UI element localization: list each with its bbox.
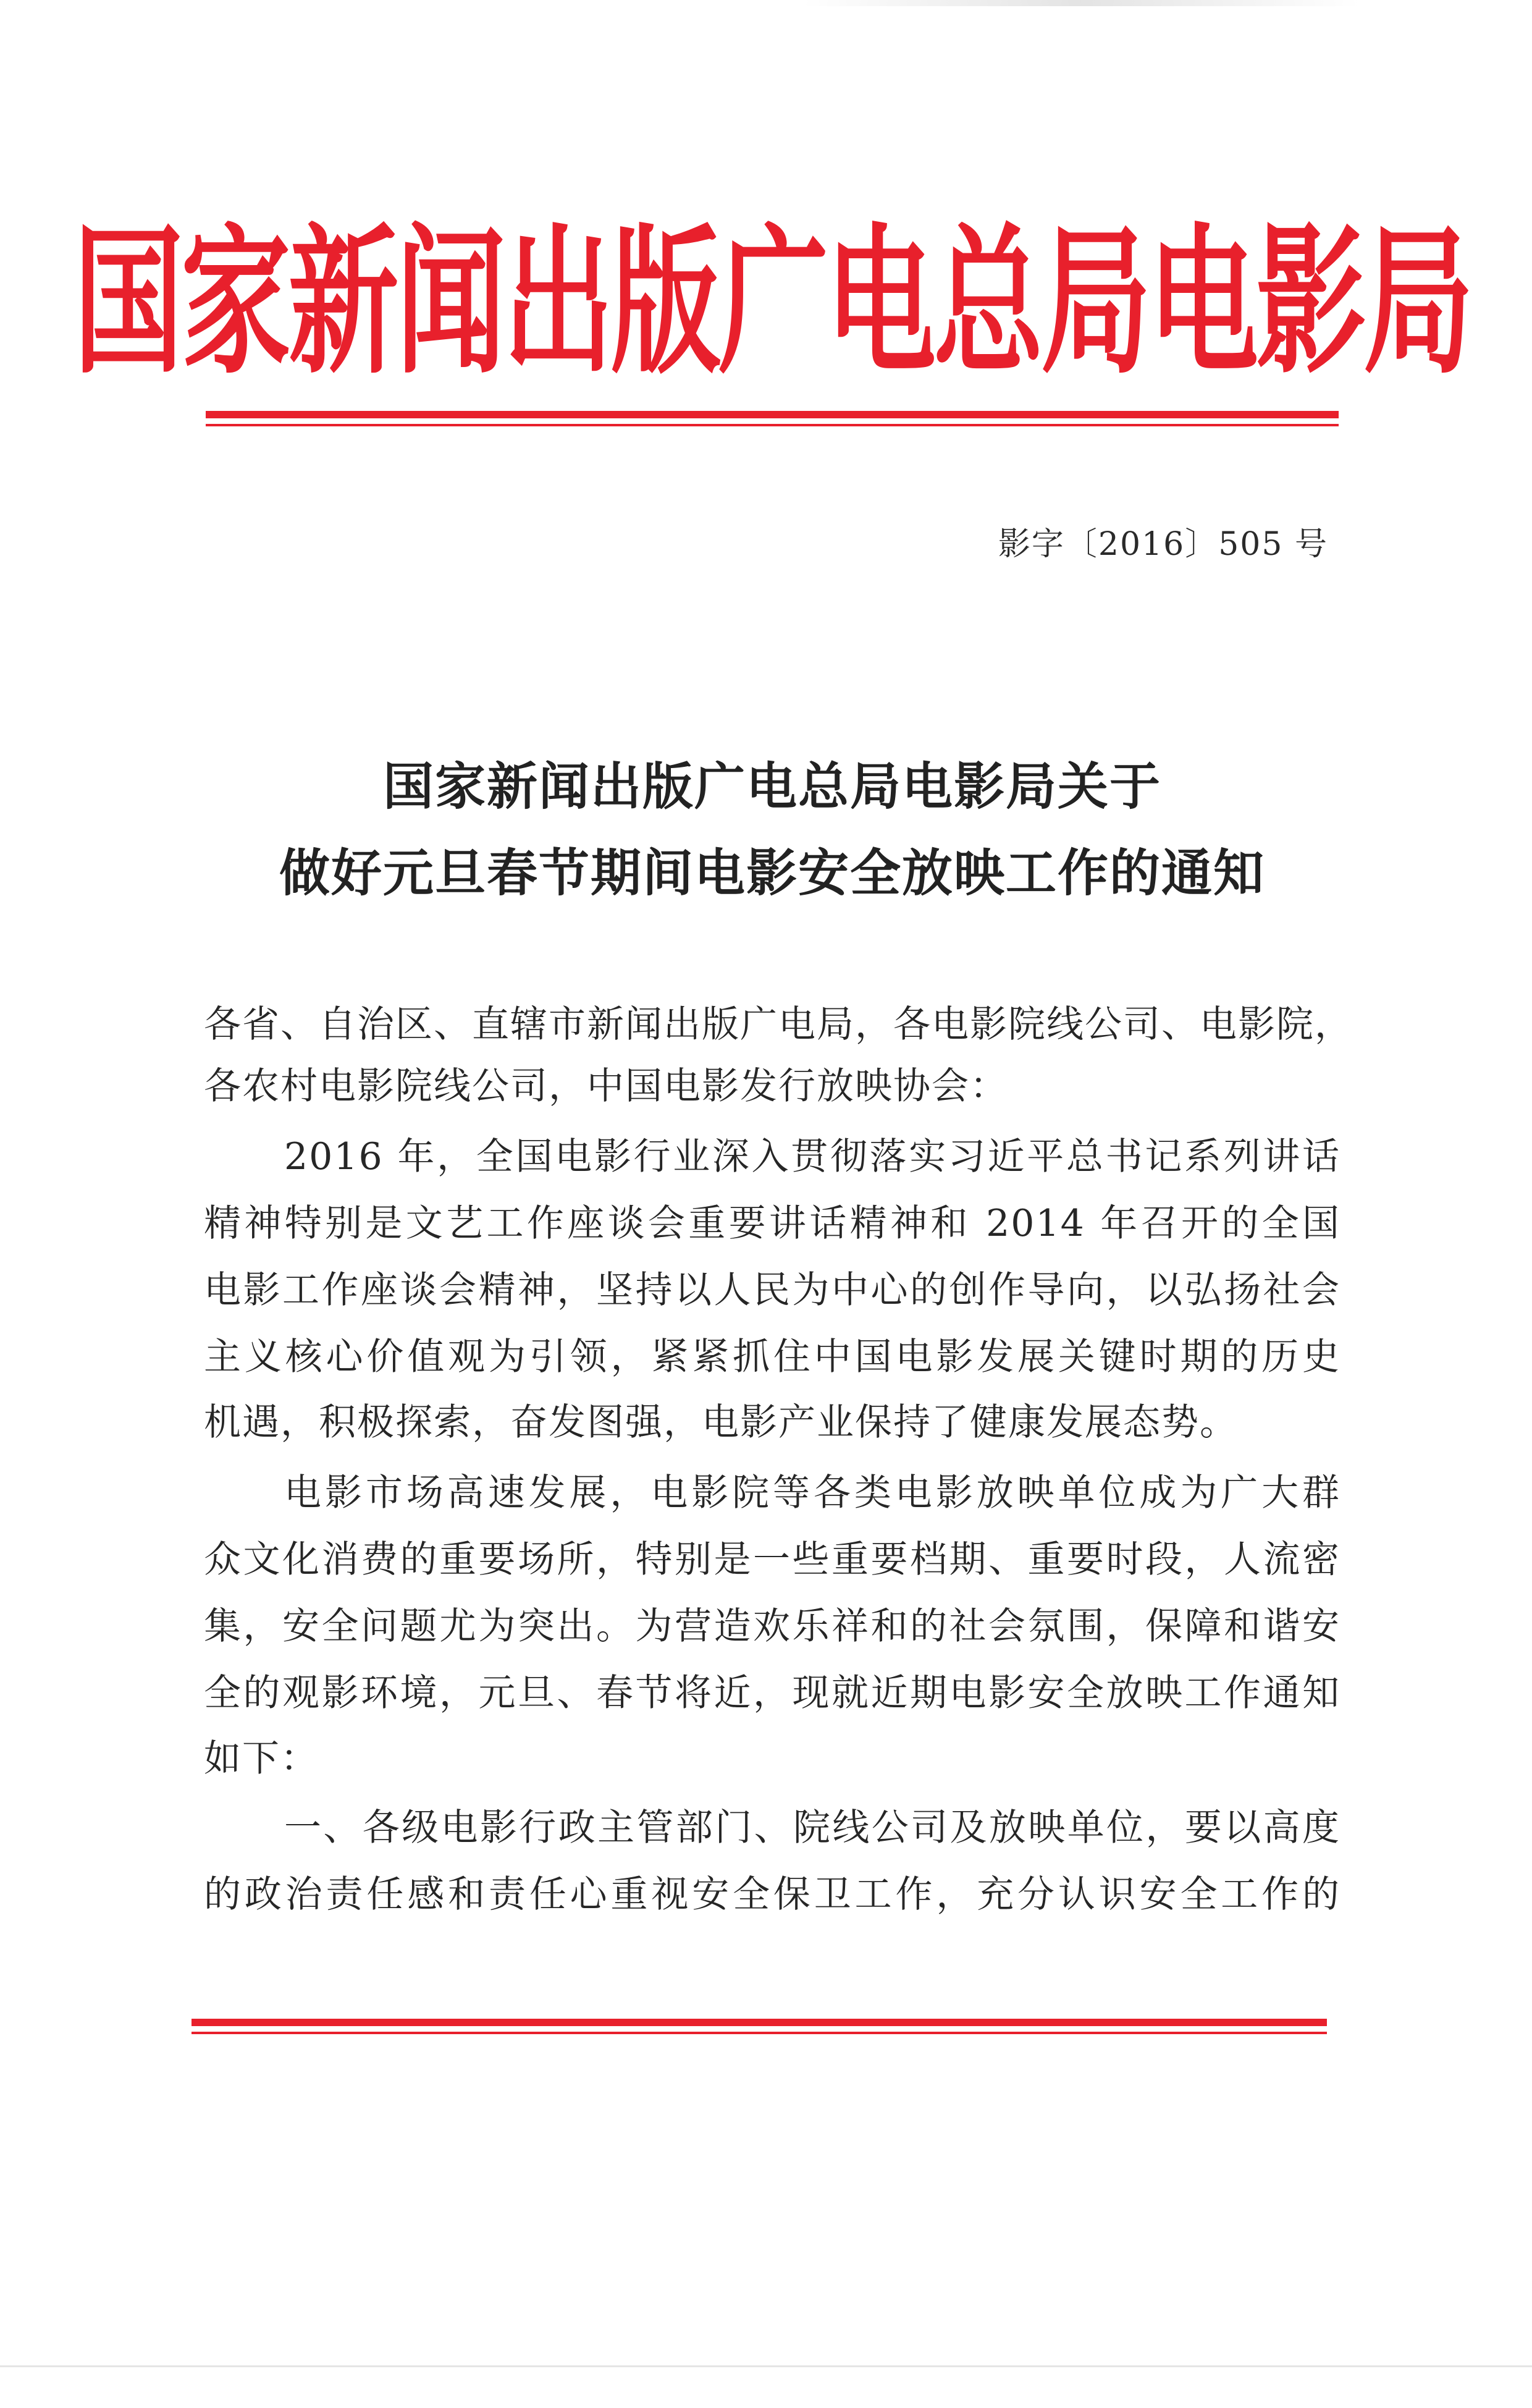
body-line-8: 电影市场高速发展，电影院等各类电影放映单位成为广大群 — [284, 1471, 1340, 1515]
red-rule-top-thin — [206, 424, 1339, 426]
body-line-11: 全的观影环境，元旦、春节将近，现就近期电影安全放映工作通知 — [204, 1671, 1340, 1715]
notice-title-line-2: 做好元旦春节期间电影安全放映工作的通知 — [279, 843, 1265, 903]
scan-edge-top — [803, 0, 1359, 6]
scan-edge-bottom — [0, 2365, 1532, 2367]
body-line-14: 的政治责任感和责任心重视安全保卫工作，充分认识安全工作的 — [204, 1873, 1340, 1916]
red-rule-bottom-thin — [192, 2032, 1327, 2034]
body-line-3: 2016 年，全国电影行业深入贯彻落实习近平总书记系列讲话 — [284, 1135, 1340, 1178]
body-line-6: 主义核心价值观为引领，紧紧抓住中国电影发展关键时期的历史 — [204, 1335, 1340, 1379]
red-rule-top-thick — [206, 411, 1339, 418]
notice-title-line-1: 国家新闻出版广电总局电影局关于 — [382, 757, 1161, 816]
body-line-10: 集，安全问题尤为突出。为营造欢乐祥和的社会氛围，保障和谐安 — [204, 1605, 1340, 1648]
body-line-1: 各省、自治区、直辖市新闻出版广电局，各电影院线公司、电影院， — [204, 1003, 1353, 1046]
red-rule-bottom-thick — [192, 2019, 1327, 2026]
body-line-12: 如下： — [204, 1737, 319, 1780]
body-line-2: 各农村电影院线公司，中国电影发行放映协会： — [204, 1065, 1008, 1108]
body-line-4: 精神特别是文艺工作座谈会重要讲话精神和 2014 年召开的全国 — [204, 1202, 1340, 1245]
body-line-13: 一、各级电影行政主管部门、院线公司及放映单位，要以高度 — [284, 1806, 1340, 1849]
document-number: 影字〔2016〕505 号 — [998, 526, 1328, 563]
masthead-title: 国家新闻出版广电总局电影局 — [74, 209, 1471, 395]
body-line-9: 众文化消费的重要场所，特别是一些重要档期、重要时段，人流密 — [204, 1538, 1340, 1581]
body-line-7: 机遇，积极探索，奋发图强，电影产业保持了健康发展态势。 — [204, 1401, 1238, 1444]
body-line-5: 电影工作座谈会精神，坚持以人民为中心的创作导向，以弘扬社会 — [204, 1269, 1340, 1312]
